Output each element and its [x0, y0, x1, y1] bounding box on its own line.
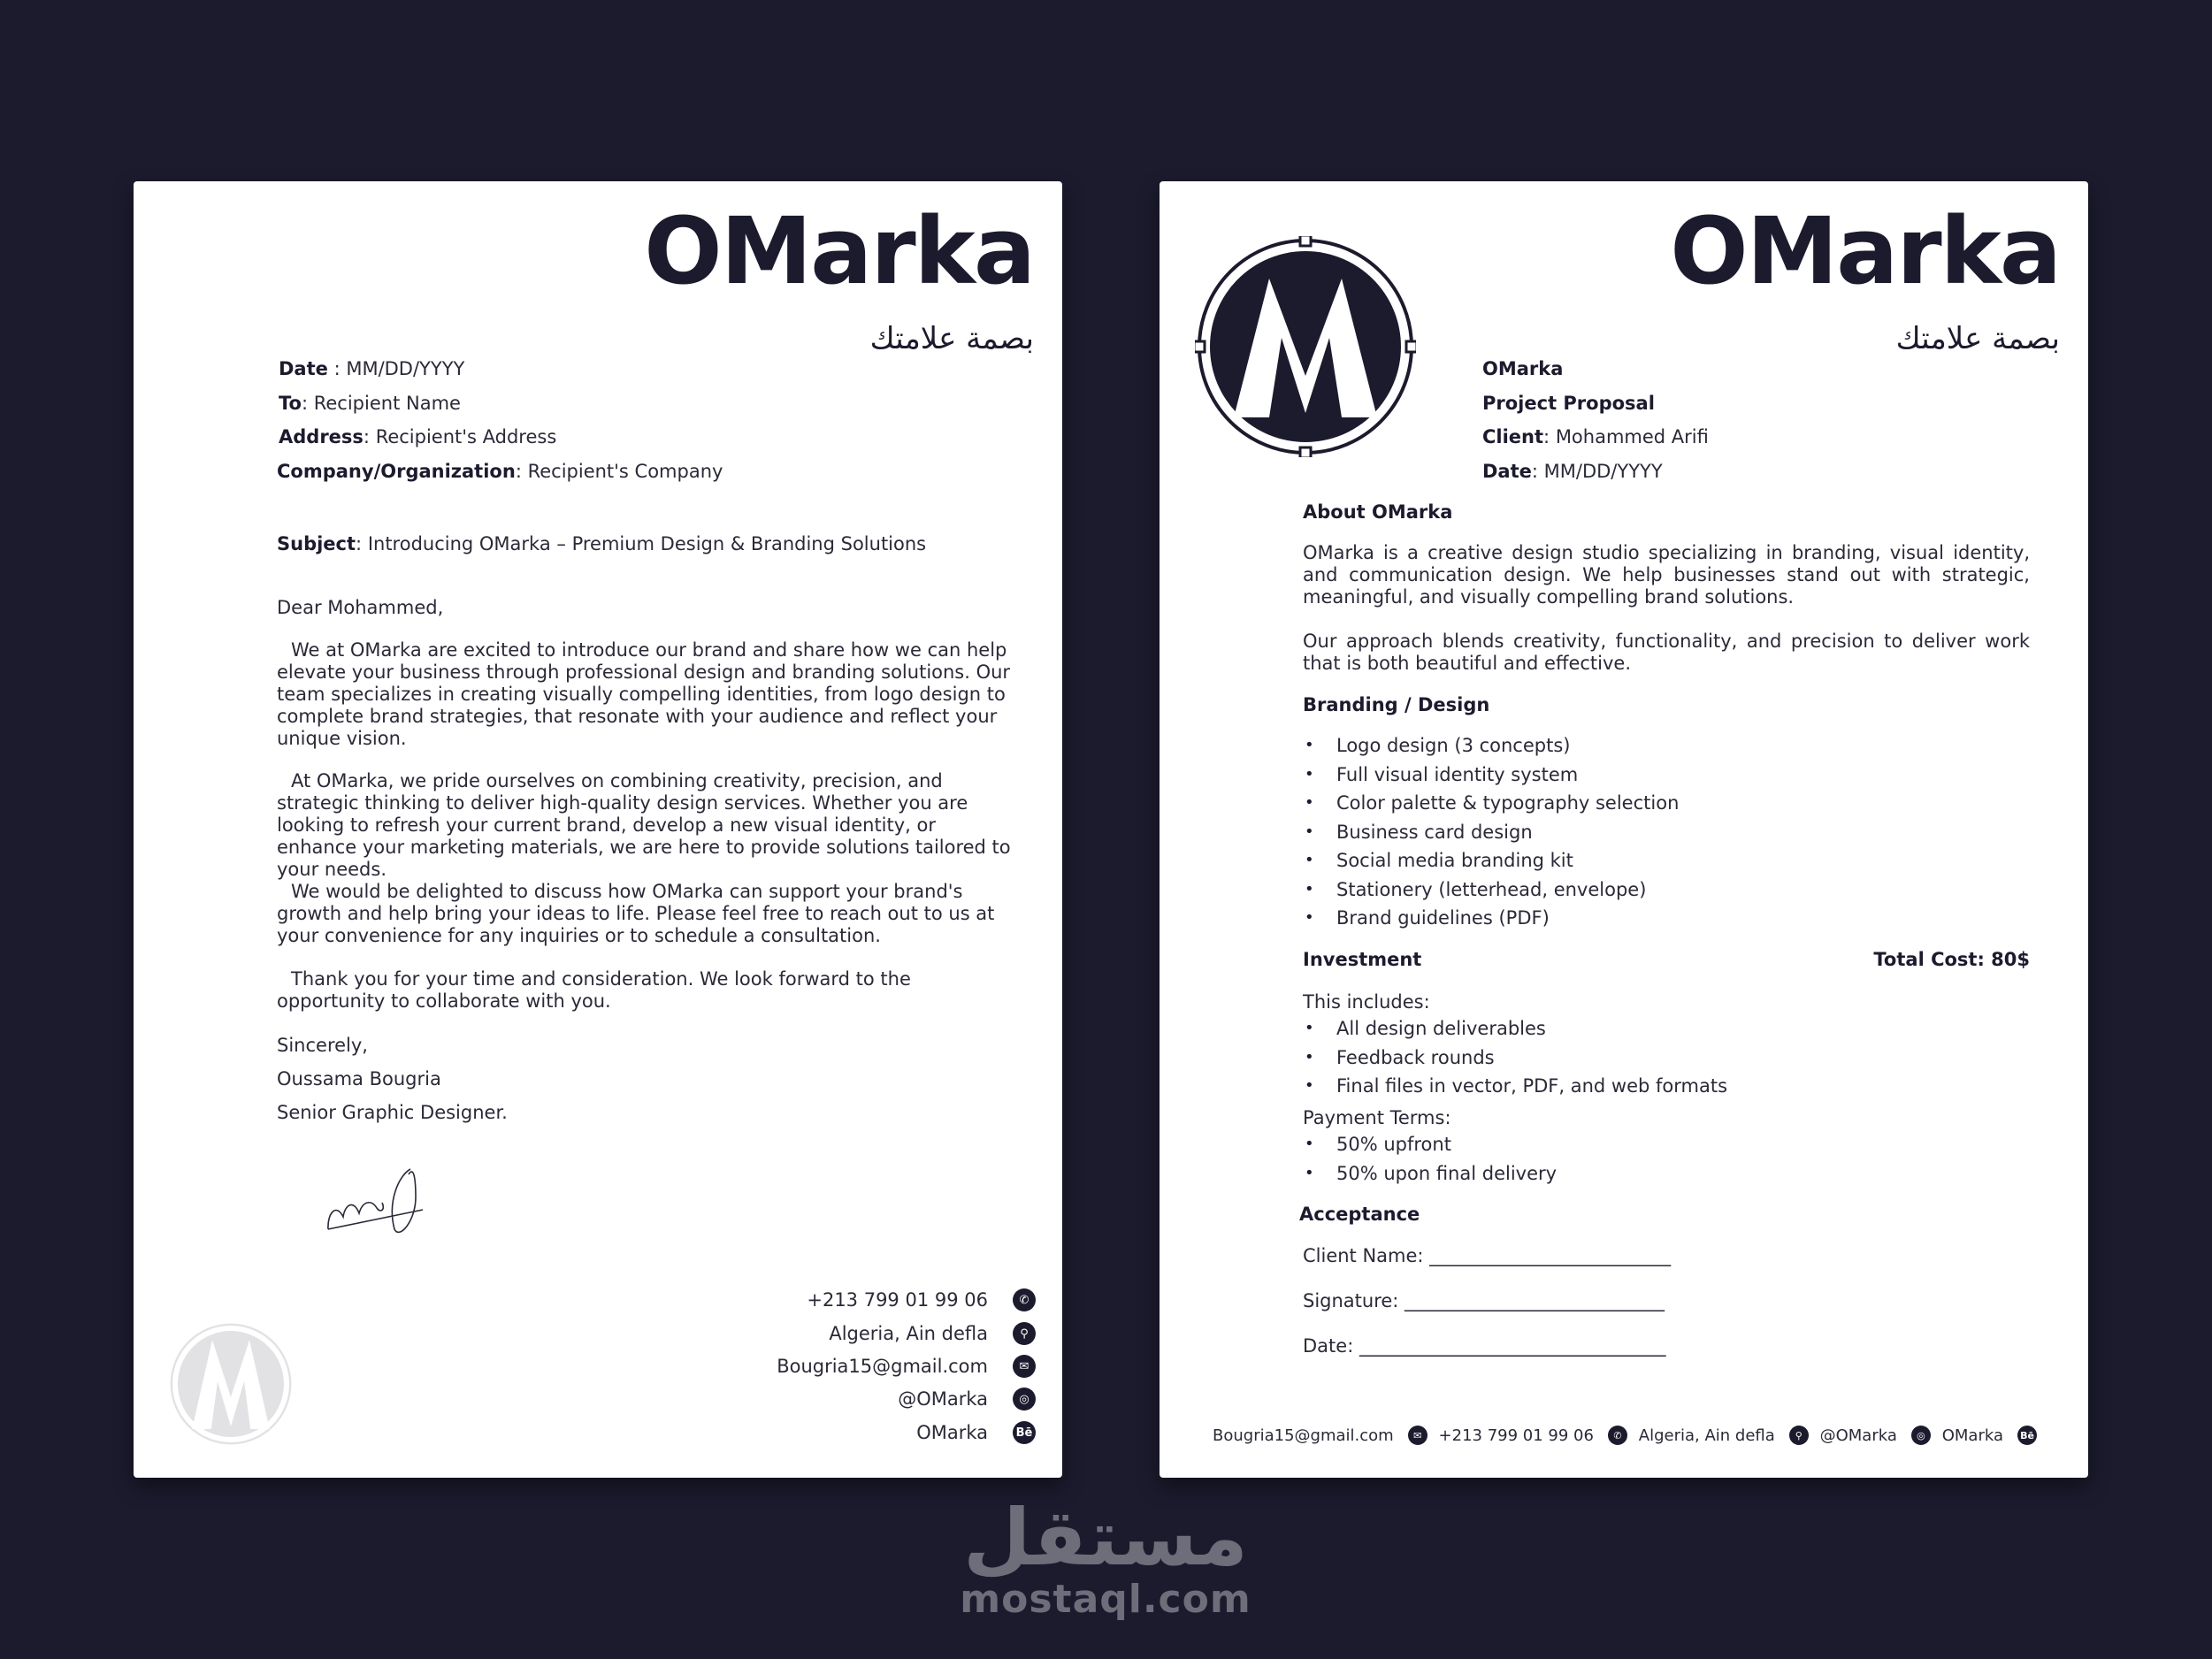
contact-phone[interactable]: +213 799 01 99 06 ✆: [807, 1286, 1036, 1314]
brand-wordmark: OMarka: [644, 197, 1034, 305]
letter-paragraph-1: We at OMarka are excited to introduce our brand and share how we can help elevate your business through professional design and branding solutions. Our team specializes in creating visually compelling identities, from logo design to complete brand strategies, that resonate with your audience and reflect your unique vision.: [277, 639, 1011, 749]
branding-list: [1303, 731, 1679, 933]
email-icon: ✉: [1013, 1355, 1036, 1378]
date-field[interactable]: Date: _________________________________: [1303, 1335, 1666, 1357]
contact-email[interactable]: Bougria15@gmail.com ✉: [777, 1352, 1036, 1380]
letter-company-line: Company/Organization: Recipient's Company: [277, 461, 723, 482]
letter-to-line: To: Recipient Name: [279, 393, 461, 414]
omarka-m-logo-icon: [1195, 236, 1416, 457]
acceptance-heading: Acceptance: [1299, 1204, 1420, 1225]
footer-phone[interactable]: +213 799 01 99 06 ✆: [1439, 1426, 1627, 1445]
location-pin-icon: ⚲: [1789, 1426, 1809, 1445]
letter-greeting: Dear Mohammed,: [277, 597, 444, 618]
location-pin-icon: ⚲: [1013, 1322, 1036, 1345]
proposal-title: Project Proposal: [1482, 393, 1655, 414]
mostaql-watermark: [955, 1492, 1256, 1622]
proposal-date: Date: MM/DD/YYYY: [1482, 461, 1663, 482]
contact-behance[interactable]: OMarka Bē: [916, 1418, 1036, 1447]
list-item: • Full visual identity system: [1303, 761, 1679, 790]
list-item: • All design deliverables: [1303, 1014, 1727, 1044]
about-paragraph-2: Our approach blends creativity, functionality, and precision to deliver work that is both beautiful and effective.: [1303, 631, 2030, 674]
letter-sender-title: Senior Graphic Designer.: [277, 1102, 508, 1123]
list-item: • Final files in vector, PDF, and web formats: [1303, 1072, 1727, 1101]
letter-sender-name: Oussama Bougria: [277, 1068, 441, 1089]
client-name-field[interactable]: Client Name: __________________________: [1303, 1245, 1672, 1266]
list-item: • Color palette & typography selection: [1303, 789, 1679, 818]
contact-location: Algeria, Ain defla ⚲: [829, 1319, 1036, 1348]
list-item: • Stationery (letterhead, envelope): [1303, 875, 1679, 905]
list-item: • 50% upfront: [1303, 1130, 1557, 1159]
list-item: • Business card design: [1303, 818, 1679, 847]
list-item: • Brand guidelines (PDF): [1303, 904, 1679, 933]
about-heading: About OMarka: [1303, 501, 1453, 523]
watermark-logo-icon: [165, 1318, 297, 1450]
footer-email[interactable]: Bougria15@gmail.com ✉: [1213, 1426, 1427, 1445]
includes-label: This includes:: [1303, 991, 1430, 1013]
letter-address-line: Address: Recipient's Address: [279, 426, 557, 447]
email-icon: ✉: [1408, 1426, 1427, 1445]
footer-location: Algeria, Ain defla ⚲: [1639, 1426, 1809, 1445]
payment-list: [1303, 1130, 1557, 1188]
watermark-arabic: مستقل: [963, 1492, 1248, 1583]
payment-terms-label: Payment Terms:: [1303, 1107, 1451, 1128]
letter-subject-line: Subject: Introducing OMarka – Premium Design & Branding Solutions: [277, 533, 927, 554]
footer-instagram[interactable]: @OMarka ◎: [1820, 1426, 1931, 1445]
phone-icon: ✆: [1608, 1426, 1627, 1445]
proposal-client: Client: Mohammed Arifi: [1482, 426, 1709, 447]
proposal-footer: [1213, 1419, 2037, 1451]
footer-behance[interactable]: OMarka Bē: [1942, 1426, 2037, 1445]
list-item: • Social media branding kit: [1303, 846, 1679, 875]
brand-wordmark: OMarka: [1670, 197, 2060, 305]
letter-date-line: Date : MM/DD/YYYY: [279, 358, 465, 379]
branding-heading: Branding / Design: [1303, 694, 1490, 715]
letter-closing: Sincerely,: [277, 1035, 368, 1056]
handwritten-signature: [324, 1158, 430, 1242]
phone-icon: ✆: [1013, 1288, 1036, 1311]
behance-icon: Bē: [2017, 1426, 2037, 1445]
includes-list: [1303, 1014, 1727, 1101]
contact-instagram[interactable]: @OMarka ◎: [898, 1385, 1036, 1413]
behance-icon: Bē: [1013, 1421, 1036, 1444]
letterhead-page: [134, 181, 1062, 1478]
about-paragraph-1: OMarka is a creative design studio specializing in branding, visual identity, and communication design. We help businesses stand out with strategic, meaningful, and visually compelling brand solutions.: [1303, 542, 2030, 608]
proposal-company: OMarka: [1482, 358, 1564, 379]
brand-tagline: بصمة علامتك: [1895, 321, 2060, 356]
letter-paragraph-2: At OMarka, we pride ourselves on combining creativity, precision, and strategic thinking to deliver high-quality design services. Whether you are looking to refresh your current brand, develop a new visual identity, or enhance your marketing materials, we are here to provide solutions tailored to your needs.: [277, 770, 1011, 880]
proposal-page: [1160, 181, 2088, 1478]
list-item: • 50% upon final delivery: [1303, 1159, 1557, 1189]
signature-field[interactable]: Signature: ____________________________: [1303, 1290, 1665, 1311]
total-cost: Total Cost: 80$: [1873, 949, 2030, 970]
letter-paragraph-4: Thank you for your time and consideration. We look forward to the opportunity to collaborate with you.: [277, 968, 911, 1012]
list-item: • Feedback rounds: [1303, 1044, 1727, 1073]
list-item: • Logo design (3 concepts): [1303, 731, 1679, 761]
instagram-icon: ◎: [1911, 1426, 1931, 1445]
investment-heading: Investment: [1303, 949, 1422, 970]
letter-paragraph-3: We would be delighted to discuss how OMarka can support your brand's growth and help bring your ideas to life. Please feel free to reach out to us at your convenience for any inquiries or to schedule a consultation.: [277, 881, 995, 946]
brand-tagline: بصمة علامتك: [869, 321, 1034, 356]
watermark-latin: mostaql.com: [960, 1577, 1251, 1622]
instagram-icon: ◎: [1013, 1388, 1036, 1411]
